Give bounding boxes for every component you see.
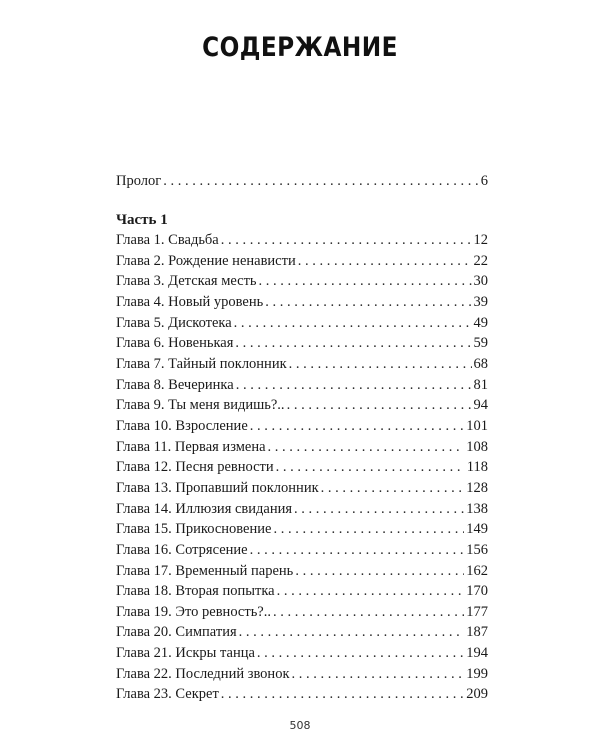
- toc-entry-page: 199: [466, 665, 488, 682]
- dot-leader: [257, 643, 464, 664]
- toc-entry-page: 138: [466, 500, 488, 517]
- dot-leader: [259, 271, 472, 292]
- dot-leader: [234, 313, 472, 334]
- toc-entry-chapter: [116, 333, 488, 354]
- chapter-list: [116, 230, 488, 705]
- toc-entry-chapter: [116, 540, 488, 561]
- toc-entry-chapter: [116, 313, 488, 334]
- toc-entry-label: Глава 5. Дискотека: [116, 314, 232, 331]
- dot-leader: [273, 602, 464, 623]
- toc-entry-label: Глава 11. Первая измена: [116, 438, 266, 455]
- toc-entry-page: 49: [473, 314, 488, 331]
- toc-entry-label: Глава 10. Взросление: [116, 417, 248, 434]
- toc-entry-chapter: [116, 664, 488, 685]
- dot-leader: [236, 375, 472, 396]
- toc-entry-page: 187: [466, 624, 488, 641]
- toc-entry-page: 68: [473, 355, 488, 372]
- toc-entry-chapter: [116, 643, 488, 664]
- dot-leader: [287, 395, 472, 416]
- toc-entry-label: Глава 9. Ты меня видишь?..: [116, 397, 285, 414]
- toc-entry-prologue: [116, 171, 488, 192]
- dot-leader: [268, 437, 465, 458]
- toc-entry-label: Глава 8. Вечеринка: [116, 376, 234, 393]
- dot-leader: [276, 457, 465, 478]
- dot-leader: [250, 416, 464, 437]
- toc-entry-chapter: [116, 395, 488, 416]
- toc-entry-page: 6: [480, 173, 488, 189]
- dot-leader: [163, 171, 479, 192]
- dot-leader: [221, 230, 472, 251]
- toc-entry-label: Глава 22. Последний звонок: [116, 665, 290, 682]
- toc-entry-chapter: [116, 519, 488, 540]
- toc-entry-label: Глава 16. Сотрясение: [116, 541, 248, 558]
- dot-leader: [277, 581, 465, 602]
- toc-entry-label: Глава 1. Свадьба: [116, 232, 219, 248]
- toc-entry-chapter: [116, 375, 488, 396]
- toc-entry-label: Глава 2. Рождение ненависти: [116, 252, 296, 269]
- toc-entry-label: Глава 4. Новый уровень: [116, 293, 264, 310]
- toc-entry-chapter: [116, 251, 488, 272]
- toc-entry-chapter: [116, 622, 488, 643]
- toc-entry-label: Глава 18. Вторая попытка: [116, 583, 275, 600]
- toc-entry-label: Глава 17. Временный парень: [116, 562, 294, 579]
- toc-entry-chapter: [116, 478, 488, 499]
- toc-entry-page: 209: [466, 686, 488, 703]
- toc-entry-page: 101: [466, 417, 488, 434]
- toc-entry-chapter: [116, 271, 488, 292]
- dot-leader: [235, 333, 471, 354]
- toc-entry-label: Глава 6. Новенькая: [116, 335, 234, 352]
- toc-entry-label: Глава 12. Песня ревности: [116, 459, 274, 476]
- page-number: 508: [289, 719, 311, 732]
- toc-entry-page: 12: [473, 232, 488, 248]
- toc-entry-label: Глава 13. Пропавший поклонник: [116, 479, 319, 496]
- toc-entry-label: Глава 7. Тайный поклонник: [116, 355, 287, 372]
- dot-leader: [289, 354, 472, 375]
- toc-entry-page: 22: [473, 252, 488, 269]
- toc-entry-label: Глава 3. Детская месть: [116, 273, 257, 290]
- dot-leader: [273, 519, 464, 540]
- dot-leader: [292, 664, 465, 685]
- dot-leader: [265, 292, 471, 313]
- toc-entry-page: 149: [466, 521, 488, 538]
- toc-entry-page: 39: [473, 293, 488, 310]
- toc-entry-chapter: [116, 230, 488, 251]
- toc-entry-page: 30: [473, 273, 488, 290]
- toc-entry-chapter: [116, 561, 488, 582]
- toc-entry-chapter: [116, 416, 488, 437]
- toc-entry-label: Глава 21. Искры танца: [116, 645, 255, 662]
- toc-entry-chapter: [116, 581, 488, 602]
- toc-entry-label: Глава 20. Симпатия: [116, 624, 237, 641]
- toc-entry-page: 118: [466, 459, 488, 476]
- toc-entry-label: Глава 19. Это ревность?..: [116, 603, 271, 620]
- toc-entry-page: 162: [466, 562, 488, 579]
- toc-entry-chapter: [116, 457, 488, 478]
- toc-entry-page: 170: [466, 583, 488, 600]
- toc-entry-chapter: [116, 499, 488, 520]
- toc-entry-label: Глава 15. Прикосновение: [116, 521, 272, 538]
- toc-entry-chapter: [116, 684, 488, 705]
- toc-entry-chapter: [116, 602, 488, 623]
- dot-leader: [221, 684, 464, 705]
- toc-entry-page: 81: [473, 376, 488, 393]
- page-title: СОДЕРЖАНИЕ: [202, 32, 398, 63]
- toc-entry-page: 194: [466, 645, 488, 662]
- toc-entry-chapter: [116, 354, 488, 375]
- toc-entry-page: 177: [466, 603, 488, 620]
- dot-leader: [294, 499, 464, 520]
- dot-leader: [250, 540, 465, 561]
- dot-leader: [321, 478, 465, 499]
- toc-entry-chapter: [116, 292, 488, 313]
- dot-leader: [298, 251, 472, 272]
- dot-leader: [295, 561, 464, 582]
- toc-entry-page: 128: [466, 479, 488, 496]
- toc-entry-page: 59: [473, 335, 488, 352]
- dot-leader: [239, 622, 465, 643]
- part-heading: Часть 1: [116, 212, 168, 228]
- toc-entry-page: 94: [473, 397, 488, 414]
- toc-entry-label: Глава 14. Иллюзия свидания: [116, 500, 293, 517]
- toc-entry-chapter: [116, 437, 488, 458]
- toc-prologue: [116, 171, 488, 192]
- toc-entry-page: 108: [466, 438, 488, 455]
- toc-entry-page: 156: [466, 541, 488, 558]
- toc-entry-label: Пролог: [116, 173, 162, 189]
- toc-entry-label: Глава 23. Секрет: [116, 686, 219, 703]
